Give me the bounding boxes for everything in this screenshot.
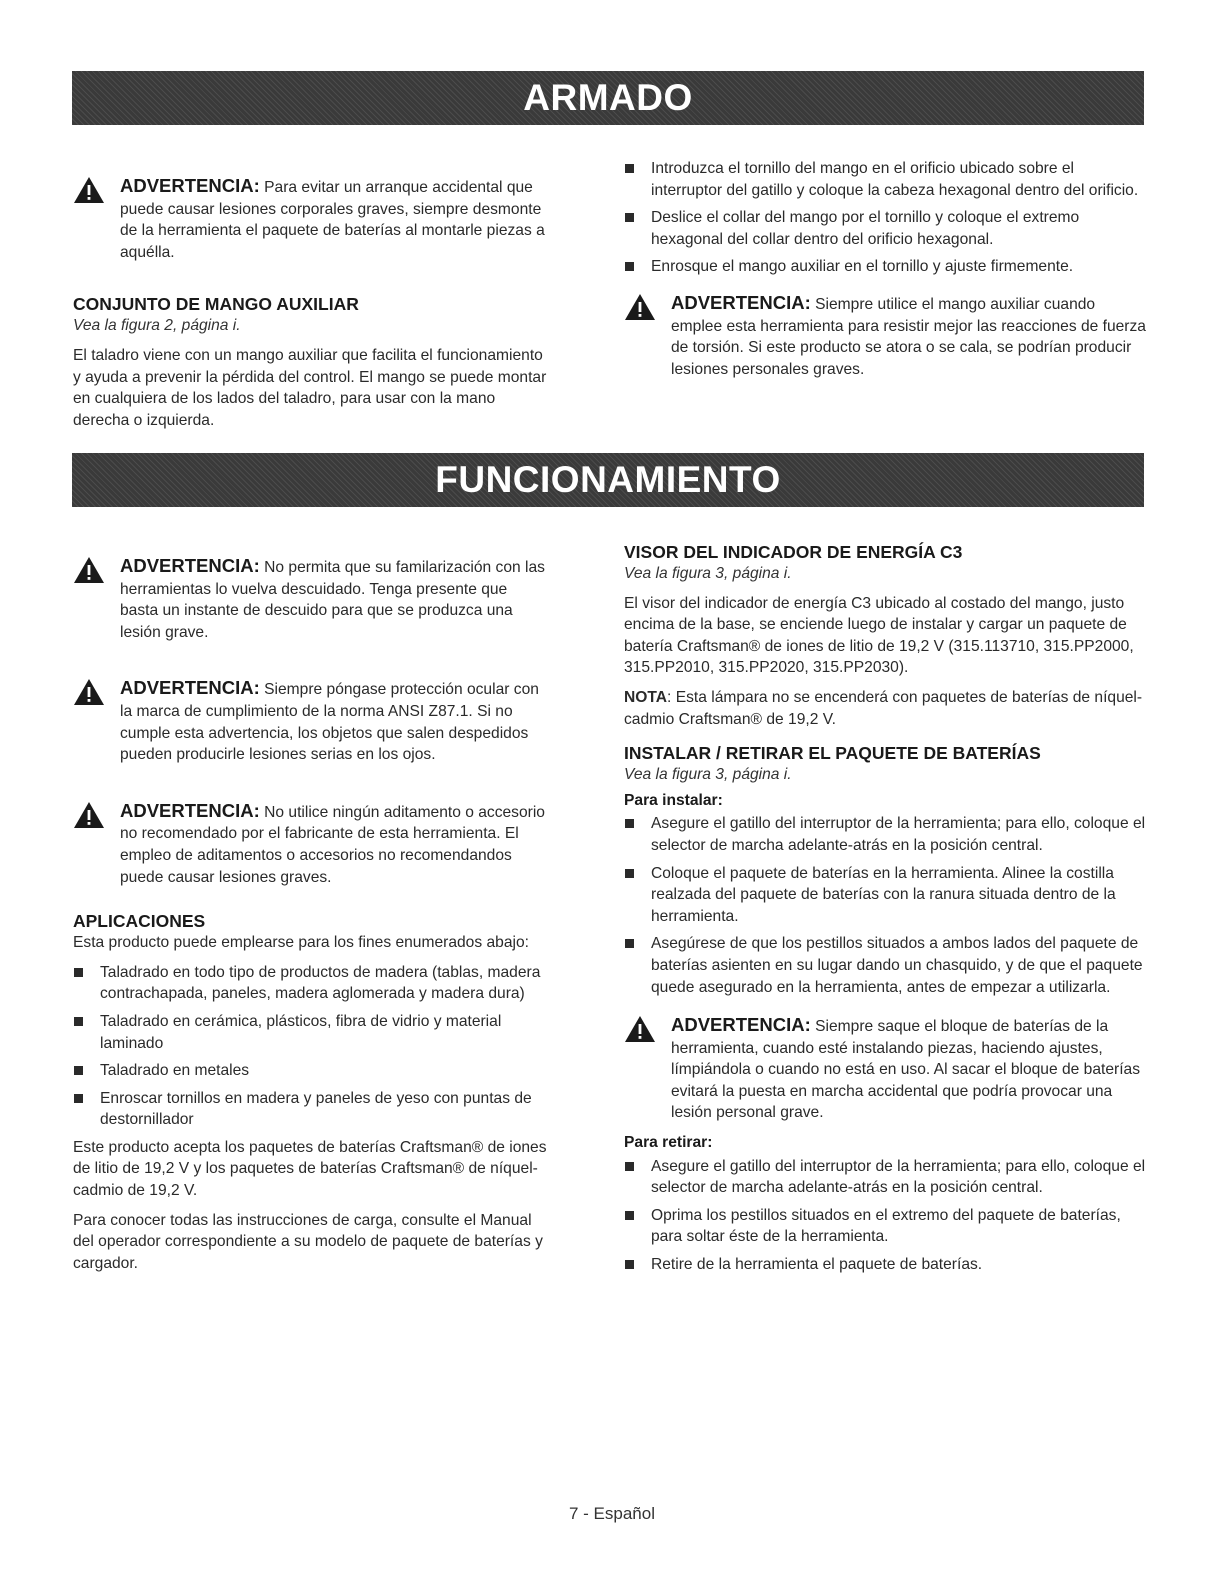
note-label: NOTA	[624, 688, 668, 706]
list-item: Enroscar tornillos en madera y paneles de yeso con puntas de destornillador	[73, 1088, 547, 1131]
list-item: Enrosque el mango auxiliar en el tornillo y ajuste firmemente.	[624, 256, 1146, 278]
warning-triangle-icon	[624, 293, 656, 321]
list-item: Taladrado en cerámica, plásticos, fibra de vidrio y material laminado	[73, 1011, 547, 1054]
warning-label: ADVERTENCIA:	[120, 175, 260, 196]
bullet-square-icon	[74, 968, 83, 977]
funcionamiento-right-column	[624, 541, 1146, 1282]
warning-text: Siempre saque el bloque de baterías de la herramienta, cuando esté instalando piezas, haciendo ajustes, límpiándola o cuando no está en uso. Al sacar el bloque de baterías evitará la puesta en marcha accidental que podría provocar una lesión personal grave.	[671, 1018, 1140, 1122]
section-heading: CONJUNTO DE MANGO AUXILIAR	[73, 294, 359, 315]
bullet-square-icon	[625, 164, 634, 173]
bullet-list	[624, 158, 1146, 278]
bullet-square-icon	[74, 1066, 83, 1075]
warning-block	[73, 800, 547, 888]
bullet-square-icon	[74, 1094, 83, 1103]
warning-block	[73, 175, 547, 263]
warning-block	[73, 677, 547, 765]
warning-triangle-icon	[624, 1015, 656, 1043]
warning-label: ADVERTENCIA:	[120, 555, 260, 576]
figure-reference: Vea la figura 3, página i.	[624, 766, 792, 784]
bullet-list	[624, 813, 1146, 998]
bullet-square-icon	[625, 869, 634, 878]
bullet-square-icon	[625, 1211, 634, 1220]
warning-label: ADVERTENCIA:	[671, 291, 811, 313]
paragraph: El taladro viene con un mango auxiliar que facilita el funcionamiento y ayuda a prevenir la pérdida del control. El mango se puede montar en cualquiera de los lados del taladro, para usar con la mano derecha o izquierda.	[73, 346, 547, 429]
warning-label: ADVERTENCIA:	[120, 677, 260, 699]
warning-triangle-icon	[73, 801, 105, 829]
warning-text: Siempre utilice el mango auxiliar cuando emplee esta herramienta para resistir mejor las reacciones de fuerza de torsión. Si este producto se atora o se cala, se podrían producir lesiones personales graves.	[671, 295, 1146, 378]
list-item: Taladrado en todo tipo de productos de madera (tablas, madera contrachapada, paneles, madera aglomerada y madera dura)	[73, 962, 547, 1005]
list-item: Introduzca el tornillo del mango en el orificio ubicado sobre el interruptor del gatillo y coloque la cabeza hexagonal dentro del orificio.	[624, 158, 1146, 201]
warning-triangle-icon	[73, 176, 105, 204]
list-item: Oprima los pestillos situados en el extremo del paquete de baterías, para soltar éste de la herramienta.	[624, 1205, 1146, 1248]
bullet-square-icon	[625, 1260, 634, 1269]
bullet-square-icon	[625, 213, 634, 222]
warning-label: ADVERTENCIA:	[120, 799, 260, 821]
figure-reference: Vea la figura 3, página i.	[624, 565, 792, 582]
paragraph: Este producto acepta los paquetes de baterías Craftsman® de iones de litio de 19,2 V y los paquetes de baterías Craftsman® de níquel-cadmio de 19,2 V.	[73, 1138, 547, 1200]
list-item: Retire de la herramienta el paquete de baterías.	[624, 1254, 1146, 1276]
warning-block	[624, 292, 1146, 380]
list-item: Deslice el collar del mango por el tornillo y coloque el extremo hexagonal del collar dentro del orificio hexagonal.	[624, 207, 1146, 250]
funcionamiento-left-column	[73, 555, 547, 1282]
warning-triangle-icon	[73, 678, 105, 706]
paragraph: Esta producto puede emplearse para los fines enumerados abajo:	[73, 934, 529, 952]
section-heading: INSTALAR / RETIRAR EL PAQUETE DE BATERÍAS	[624, 743, 1041, 764]
warning-label: ADVERTENCIA:	[671, 1014, 811, 1036]
note-text: : Esta lámpara no se encenderá con paquetes de baterías de níquel-cadmio Craftsman® de 19,2 V.	[624, 688, 1143, 728]
list-item: Coloque el paquete de baterías en la herramienta. Alinee la costilla realzada del paquete de baterías con la ranura situada dentro de la herramienta.	[624, 863, 1146, 928]
bullet-list	[624, 1156, 1146, 1276]
list-item: Asegure el gatillo del interruptor de la herramienta; para ello, coloque el selector de marcha adelante-atrás en la posición central.	[624, 1156, 1146, 1199]
warning-block	[624, 1014, 1146, 1124]
armado-left-column	[73, 175, 547, 439]
bullet-square-icon	[625, 1162, 634, 1171]
page-footer: 7 - Español	[569, 1504, 655, 1523]
bullet-square-icon	[625, 939, 634, 948]
subheading: Para retirar:	[624, 1134, 713, 1152]
note-paragraph	[624, 687, 1146, 730]
section-banner-armado: ARMADO	[72, 71, 1144, 125]
paragraph: El visor del indicador de energía C3 ubicado al costado del mango, justo encima de la base, se enciende luego de instalar y cargar un paquete de batería Craftsman® de iones de litio de 19,2 V (315.113710, 315.PP2000, 315.PP2010, 315.PP2020, 315.PP2030).	[624, 594, 1134, 677]
warning-text: Siempre póngase protección ocular con la marca de cumplimiento de la norma ANSI Z87.1. Si no cumple esta advertencia, los objetos que salen despedidos pueden producirle lesiones serias en los ojos.	[120, 681, 539, 764]
list-item: Asegúrese de que los pestillos situados a ambos lados del paquete de baterías asienten en su lugar dando un chasquido, y de que el paquete quede asegurado en la herramienta, antes de empezar a utilizarla.	[624, 933, 1146, 998]
bullet-square-icon	[74, 1017, 83, 1026]
bullet-square-icon	[625, 262, 634, 271]
section-heading: VISOR DEL INDICADOR DE ENERGÍA C3	[624, 542, 963, 562]
warning-triangle-icon	[73, 556, 105, 584]
list-item: Taladrado en metales	[73, 1060, 547, 1082]
armado-right-column	[624, 158, 1146, 388]
list-item: Asegure el gatillo del interruptor de la herramienta; para ello, coloque el selector de marcha adelante-atrás en la posición central.	[624, 813, 1146, 856]
warning-text: No utilice ningún aditamento o accesorio no recomendado por el fabricante de esta herramienta. El empleo de aditamentos o accesorios no recomendandos puede causar lesiones graves.	[120, 803, 545, 886]
bullet-list	[73, 962, 547, 1131]
subheading: Para instalar:	[624, 791, 723, 809]
section-banner-funcionamiento: FUNCIONAMIENTO	[72, 453, 1144, 507]
figure-reference: Vea la figura 2, página i.	[73, 317, 241, 335]
warning-text: Para evitar un arranque accidental que puede causar lesiones corporales graves, siempre desmonte de la herramienta el paquete de baterías al montarle piezas a aquélla.	[120, 179, 545, 261]
paragraph: Para conocer todas las instrucciones de carga, consulte el Manual del operador correspondiente a su modelo de paquete de baterías y cargador.	[73, 1211, 543, 1272]
warning-block	[73, 555, 547, 643]
bullet-square-icon	[625, 819, 634, 828]
section-heading: APLICACIONES	[73, 911, 206, 932]
warning-text: No permita que su familarización con las herramientas lo vuelva descuidado. Tenga presente que basta un instante de descuido para que se produzca una lesión grave.	[120, 559, 545, 641]
